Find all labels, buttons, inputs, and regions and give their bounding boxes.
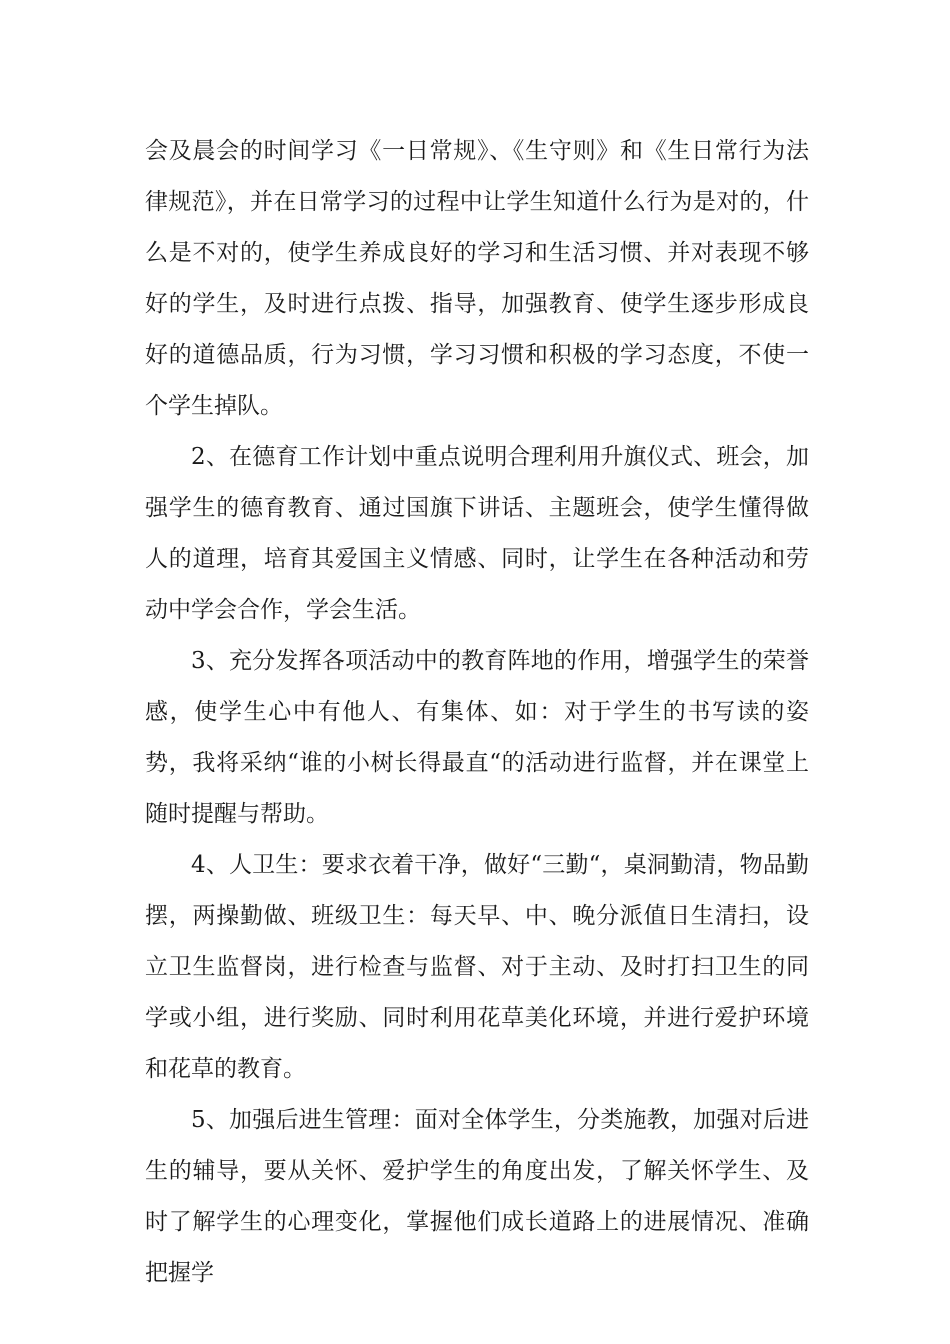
- paragraph-item-5: 5、加强后进生管理：面对全体学生，分类施教，加强对后进生的辅导，要从关怀、爱护学生的角度出发，了解关怀学生、及时了解学生的心理变化，掌握他们成长道路上的进展情况、准确把握学: [145, 1107, 809, 1286]
- paragraph-item-4: 4、人卫生：要求衣着干净，做好“三勤“，桌洞勤清，物品勤摆，两操勤做、班级卫生：每天早、中、晚分派值日生清扫，设立卫生监督岗，进行检查与监督、对于主动、及时打扫卫生的同学或小组，进行奖励、同时利用花草美化环境，并进行爱护环境和花草的教育。: [145, 852, 809, 1082]
- paragraph-item-3: 3、充分发挥各项活动中的教育阵地的作用，增强学生的荣誉感，使学生心中有他人、有集体、如：对于学生的书写读的姿势，我将采纳“谁的小树长得最直“的活动进行监督，并在课堂上随时提醒与帮助。: [145, 648, 809, 827]
- document-body: [145, 126, 809, 1299]
- paragraph-continuation: 会及晨会的时间学习《一日常规》、《生守则》和《生日常行为法律规范》，并在日常学习的过程中让学生知道什么行为是对的，什么是不对的，使学生养成良好的学习和生活习惯、并对表现不够好的学生，及时进行点拨、指导，加强教育、使学生逐步形成良好的道德品质，行为习惯，学习习惯和积极的学习态度，不使一个学生掉队。: [145, 138, 809, 419]
- paragraph-item-2: 2、在德育工作计划中重点说明合理利用升旗仪式、班会，加强学生的德育教育、通过国旗下讲话、主题班会，使学生懂得做人的道理，培育其爱国主义情感、同时，让学生在各种活动和劳动中学会合作，学会生活。: [145, 444, 809, 623]
